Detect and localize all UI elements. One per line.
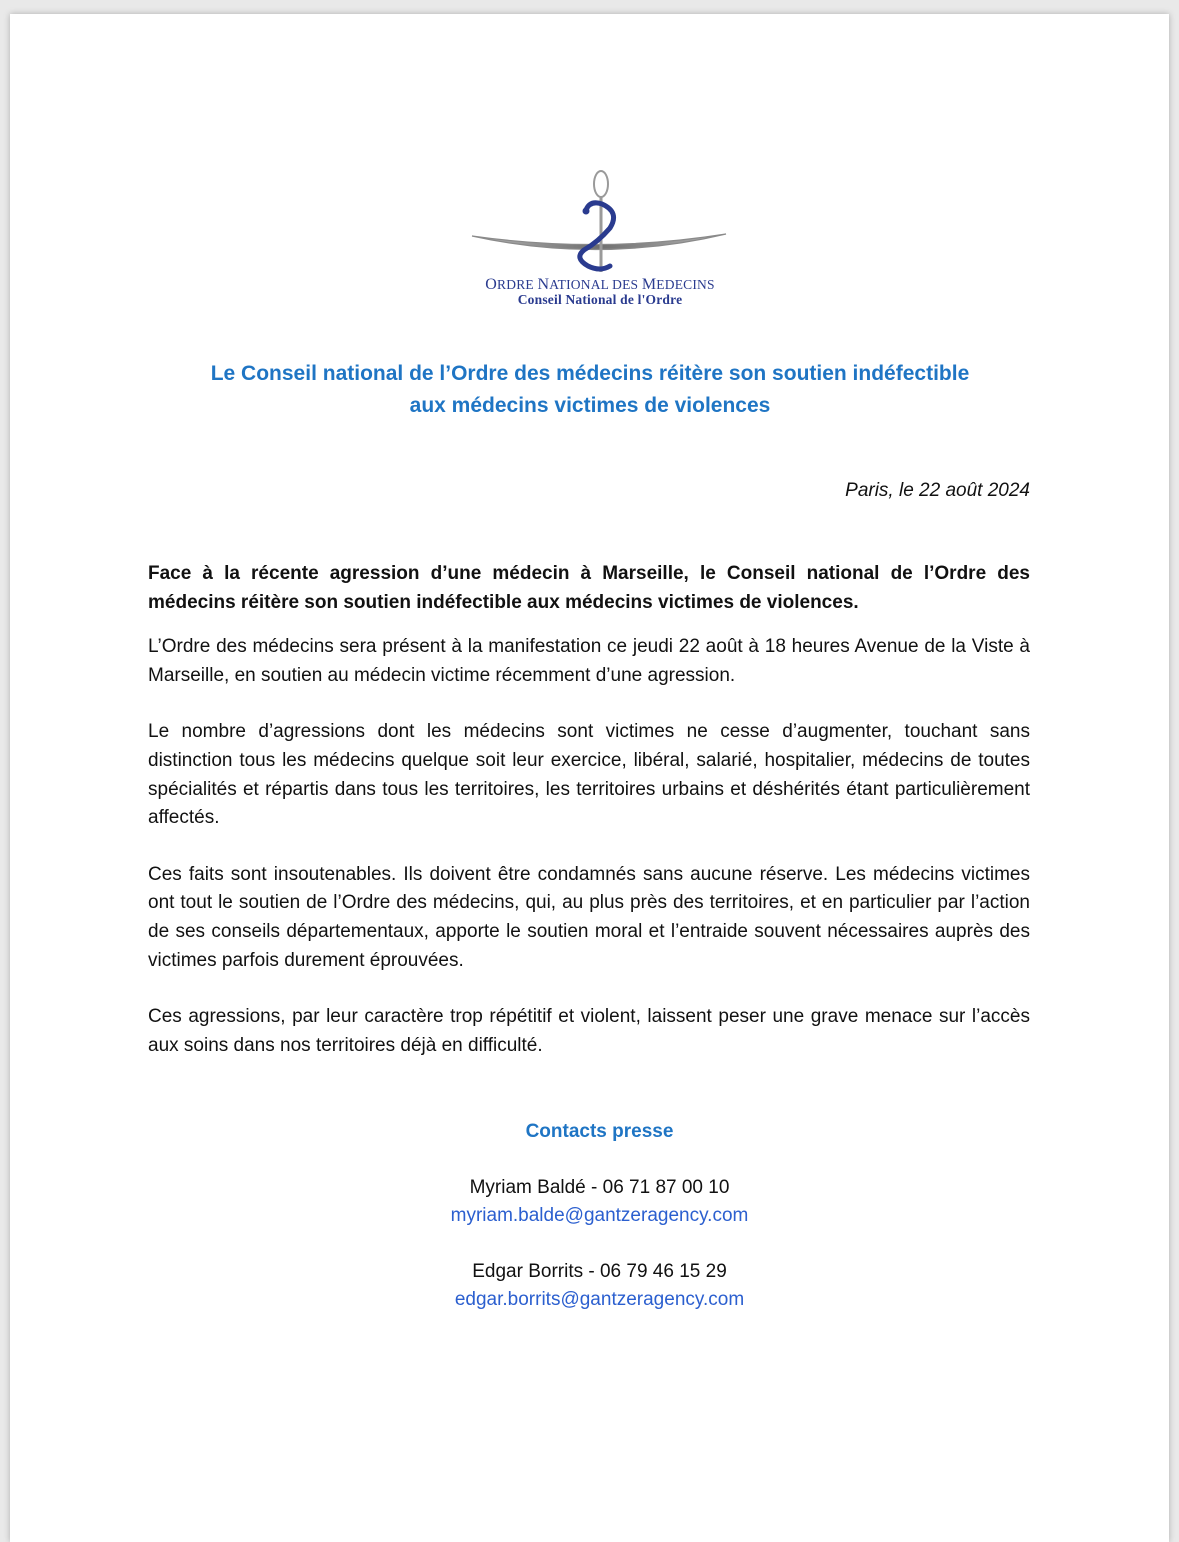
contact-name-phone: Edgar Borrits - 06 79 46 15 29: [472, 1261, 727, 1282]
document-page: [10, 14, 1169, 1542]
body-paragraph: Ces faits sont insoutenables. Ils doivent être condamnés sans aucune réserve. Les médecins victimes ont tout le soutien de l’Ordre des médecins, qui, au plus près des territoires, et en particulier par l’action de ses conseils départementaux, apporte le soutien moral et l’entraide souvent nécessaires auprès des victimes parfois durement éprouvées.: [148, 863, 1030, 971]
body-paragraph: Le nombre d’agressions dont les médecins sont victimes ne cesse d’augmenter, touchant sans distinction tous les médecins quelque soit leur exercice, libéral, salarié, hospitalier, médecins de toutes spécialités et répartis dans tous les territoires, les territoires urbains et déshérités étant particulièrement affectés.: [148, 721, 1030, 829]
logo-org-name: ORDRE NATIONAL DES MEDECINS: [485, 276, 715, 293]
contact-email-link[interactable]: myriam.balde@gantzeragency.com: [450, 1205, 749, 1226]
contact-email-link[interactable]: edgar.borrits@gantzeragency.com: [454, 1289, 745, 1310]
lead-paragraph: Face à la récente agression d’une médecin à Marseille, le Conseil national de l’Ordre des médecins réitère son soutien indéfectible aux médecins victimes de violences.: [148, 563, 1030, 613]
title-line: Le Conseil national de l’Ordre des médecins réitère son soutien indéfectible: [210, 362, 970, 385]
body-paragraph: L’Ordre des médecins sera présent à la manifestation ce jeudi 22 août à 18 heures Avenue de la Viste à Marseille, en soutien au médecin victime récemment d’une agression.: [148, 636, 1030, 686]
press-release-title: [100, 358, 1080, 422]
body-paragraph: Ces agressions, par leur caractère trop répétitif et violent, laissent peser une grave menace sur l’accès aux soins dans nos territoires déjà en difficulté.: [148, 1006, 1030, 1056]
title-line: aux médecins victimes de violences: [409, 394, 771, 417]
release-date: Paris, le 22 août 2024: [845, 480, 1030, 501]
contacts-heading: Contacts presse: [525, 1121, 674, 1142]
ordre-medecins-logo: [460, 154, 740, 334]
logo-subtitle: Conseil National de l'Ordre: [517, 292, 683, 307]
release-body: [148, 560, 1030, 1060]
press-contacts: [20, 1118, 1179, 1314]
caduceus-logo-icon: [460, 154, 740, 274]
contact-name-phone: Myriam Baldé - 06 71 87 00 10: [469, 1177, 730, 1198]
